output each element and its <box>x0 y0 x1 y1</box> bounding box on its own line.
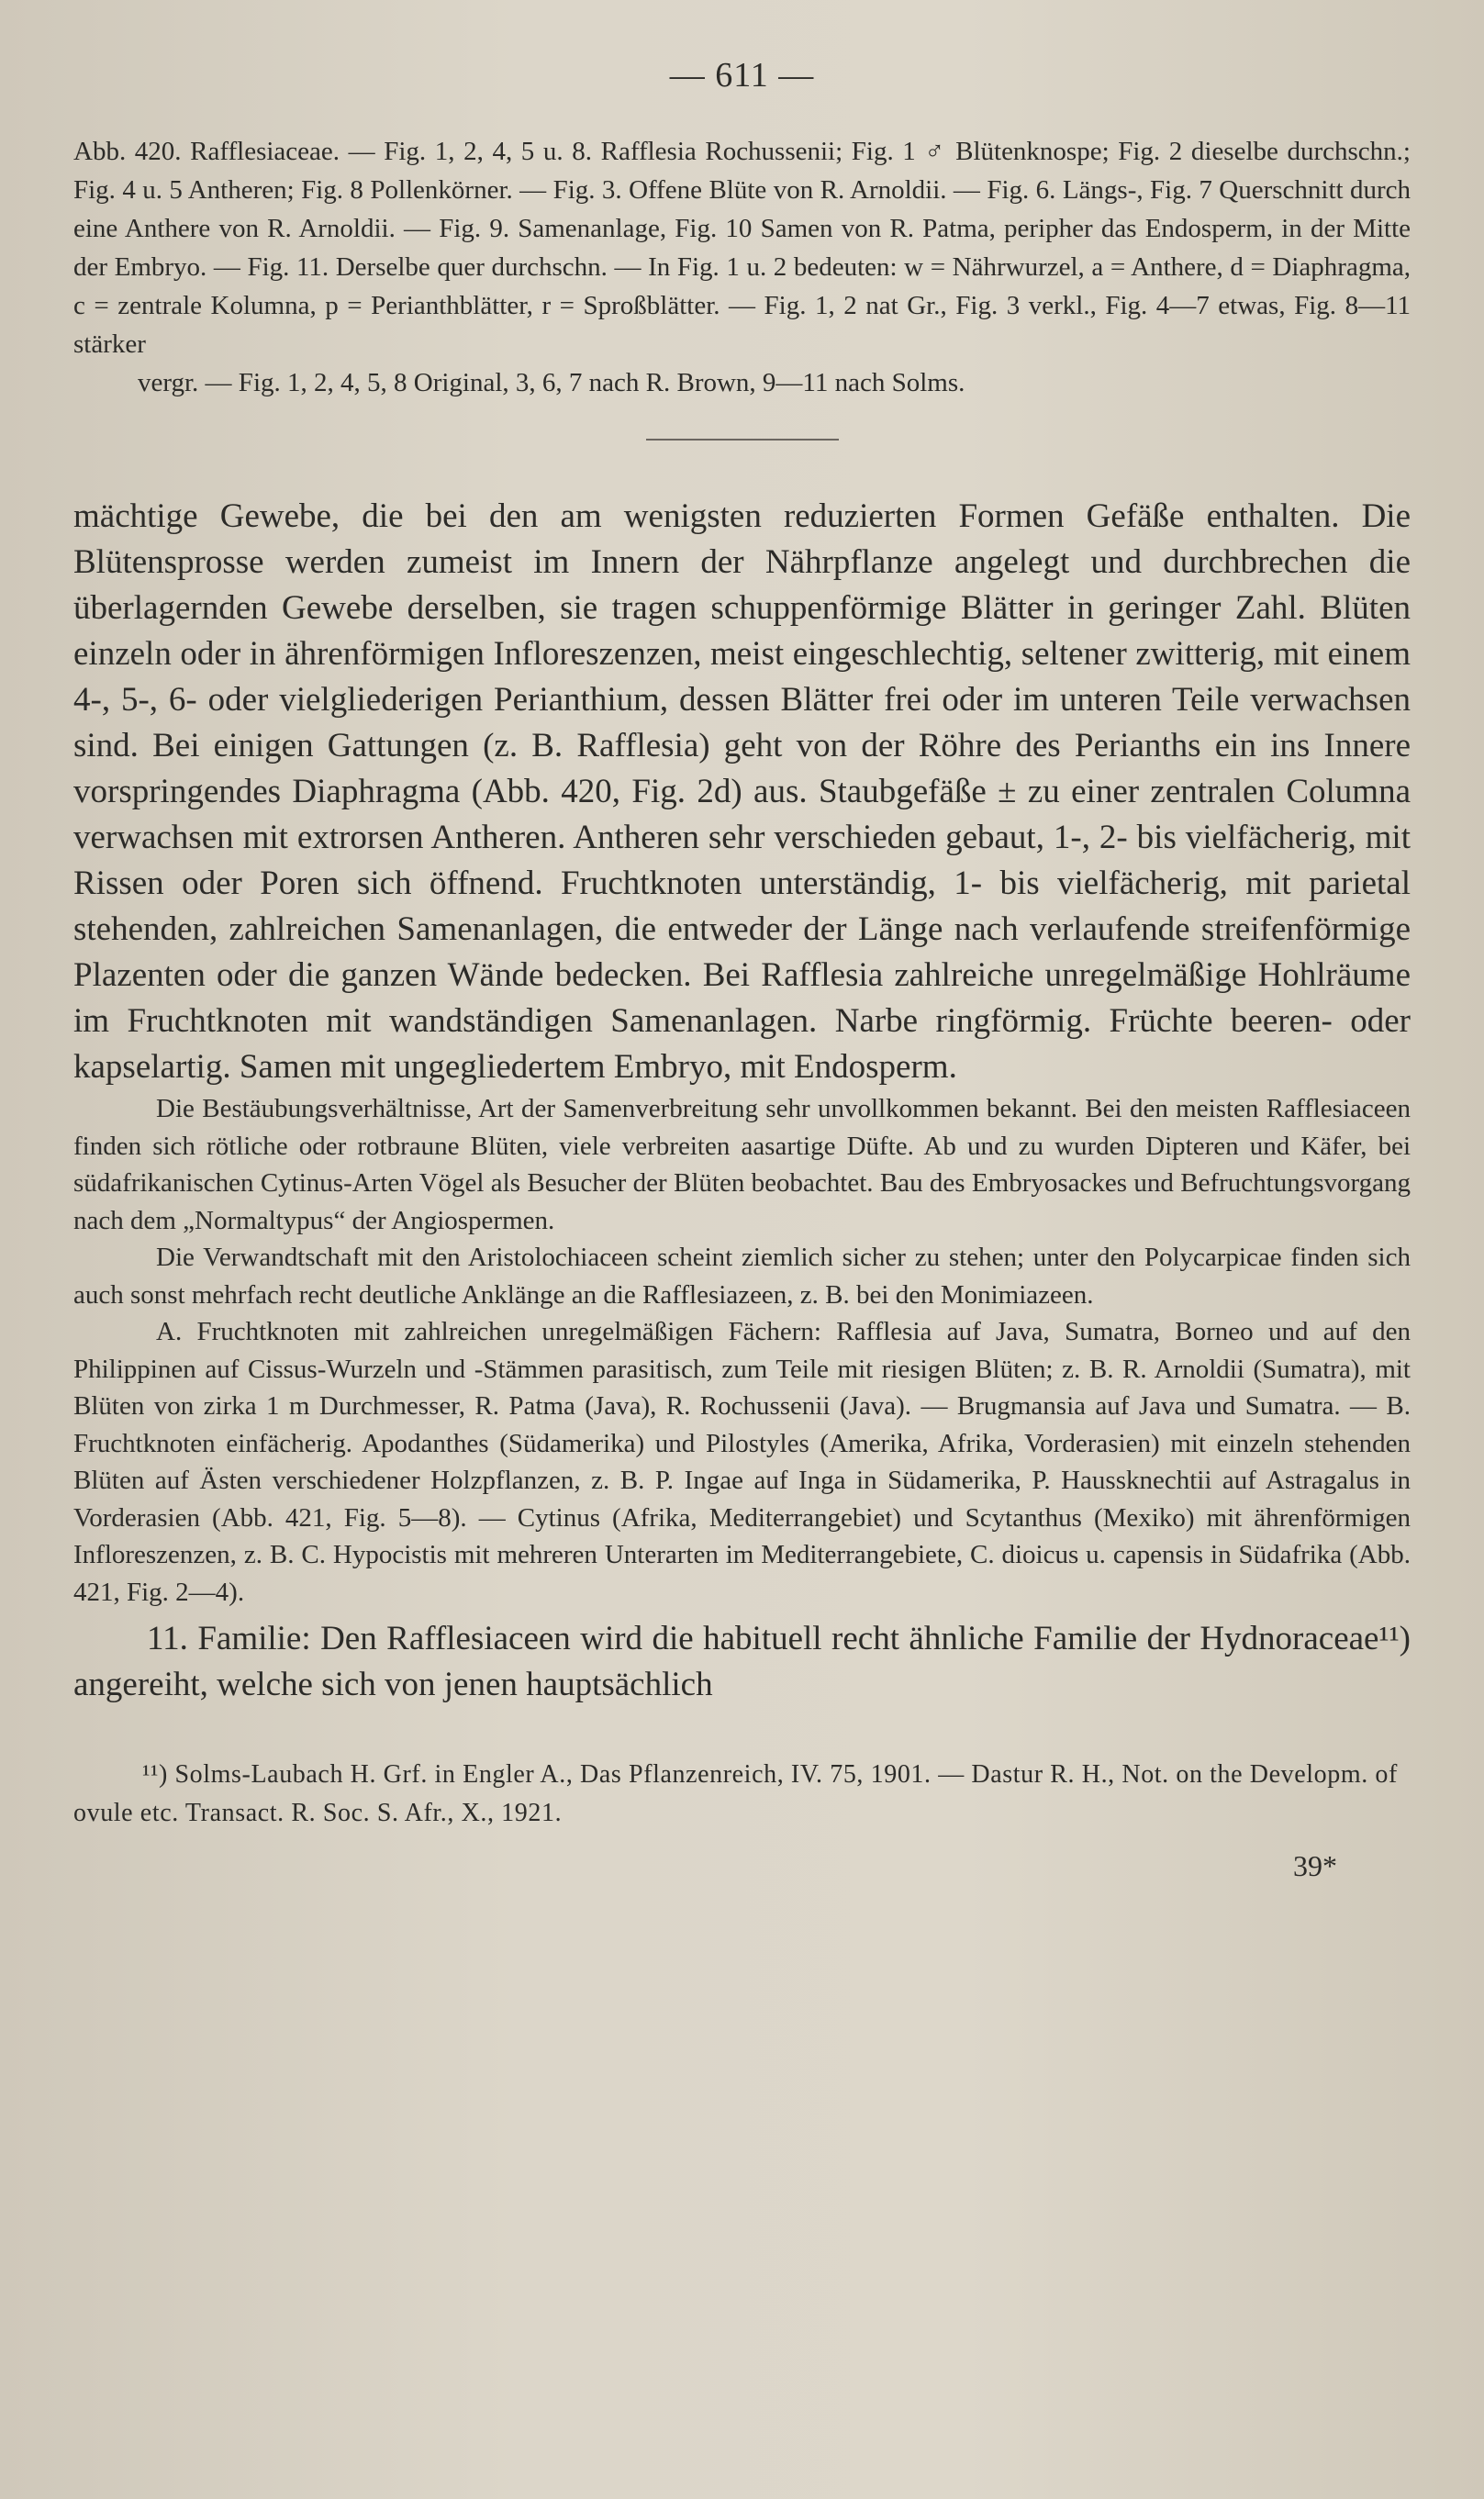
body-paragraph: mächtige Gewebe, die bei den am wenigsten reduzierten Formen Gefäße enthalten. Die Blütensprosse werden zumeist im Innern der Nährpflanze angelegt und durchbrechen die überlagernden Gewebe derselben, sie tragen schuppenförmige Blätter in geringer Zahl. Blüten einzeln oder in ährenförmigen Infloreszenzen, meist eingeschlechtig, seltener zwitterig, mit einem 4-, 5-, 6- oder vielgliederigen Perianthium, dessen Blätter frei oder im unteren Teile verwachsen sind. Bei einigen Gattungen (z. B. Rafflesia) geht von der Röhre des Perianths ein ins Innere vorspringendes Diaphragma (Abb. 420, Fig. 2d) aus. Staubgefäße ± zu einer zentralen Columna verwachsen mit extrorsen Antheren. Antheren sehr verschieden gebaut, 1-, 2- bis vielfächerig, mit Rissen oder Poren sich öffnend. Fruchtknoten unterständig, 1- bis vielfächerig, mit parietal stehenden, zahlreichen Samenanlagen, die entweder der Länge nach verlaufende streifenförmige Plazenten oder die ganzen Wände bedecken. Bei Rafflesia zahlreiche unregelmäßige Hohlräume im Fruchtknoten mit wandständigen Samenanlagen. Narbe ringförmig. Früchte beeren- oder kapselartig. Samen mit ungegliedertem Embryo, mit Endosperm. <box>73 497 1411 1086</box>
caption-last-line-text: vergr. — Fig. 1, 2, 4, 5, 8 Original, 3, 6, 7 nach R. Brown, 9—11 nach Solms. <box>138 368 965 397</box>
footnote <box>73 1756 1411 1833</box>
small-paragraph-genera: A. Fruchtknoten mit zahlreichen unregelmäßigen Fächern: Rafflesia auf Java, Sumatra, Borneo und auf den Philippinen auf Cissus-Wurzeln und -Stämmen parasitisch, zum Teile mit riesigen Blüten; z. B. R. Arnoldii (Sumatra), mit Blüten von zirka 1 m Durchmesser, R. Patma (Java), R. Rochussenii (Java). — Brugmansia auf Java und Sumatra. — B. Fruchtknoten einfächerig. Apodanthes (Südamerika) und Pilostyles (Amerika, Afrika, Vorderasien) mit einzeln stehenden Blüten auf Ästen verschiedener Holzpflanzen, z. B. P. Ingae auf Inga in Südamerika, P. Haussknechtii auf Astragalus in Vorderasien (Abb. 421, Fig. 5—8). — Cytinus (Afrika, Mediterrangebiet) und Scytanthus (Mexiko) mit ährenförmigen Infloreszenzen, z. B. C. Hypocistis mit mehreren Unterarten im Mediterrangebiete, C. dioicus u. capensis in Südafrika (Abb. 421, Fig. 2—4). <box>73 1317 1411 1607</box>
figure-caption <box>73 132 1411 402</box>
footnote-text: ¹¹) Solms-Laubach H. Grf. in Engler A., Das Pflanzenreich, IV. 75, 1901. — Dastur R. H., Not. on the Developm. of ovule etc. Transact. R. Soc. S. Afr., X., 1921. <box>73 1760 1398 1827</box>
page-number: — 611 — <box>669 56 815 95</box>
small-paragraph-relationship: Die Verwandtschaft mit den Aristolochiaceen scheint ziemlich sicher zu stehen; unter den Polycarpicae finden sich auch sonst mehrfach recht deutliche Anklänge an die Rafflesiazeen, z. B. bei den Monimiazeen. <box>73 1243 1411 1310</box>
section-divider <box>646 439 839 441</box>
small-paragraph-pollination: Die Bestäubungsverhältnisse, Art der Samenverbreitung sehr unvollkommen bekannt. Bei den meisten Rafflesiaceen finden sich rötliche oder rotbraune Blüten, viele verbreiten aasartige Düfte. Ab und zu wurden Dipteren und Käfer, bei südafrikanischen Cytinus-Arten Vögel als Besucher der Blüten beobachtet. Bau des Embryosackes und Befruchtungsvorgang nach dem „Normaltypus“ der Angiospermen. <box>73 1094 1411 1235</box>
main-body <box>73 494 1411 1090</box>
printer-signature: 39* <box>1293 1849 1337 1882</box>
family-paragraph: 11. Familie: Den Rafflesiaceen wird die habituell recht ähnliche Familie der Hydnoraceae¹¹) angereiht, welche sich von jenen hauptsächlich <box>73 1620 1411 1703</box>
caption-text: Abb. 420. Rafflesiaceae. — Fig. 1, 2, 4, 5 u. 8. Rafflesia Rochussenii; Fig. 1 ♂ Blütenknospe; Fig. 2 dieselbe durchschn.; Fig. 4 u. 5 Antheren; Fig. 8 Pollenkörner. — Fig. 3. Offene Blüte von R. Arnoldii. — Fig. 6. Längs-, Fig. 7 Querschnitt durch eine Anthere von R. Arnoldii. — Fig. 9. Samenanlage, Fig. 10 Samen von R. Patma, peripher das Endosperm, in der Mitte der Embryo. — Fig. 11. Derselbe quer durchschn. — In Fig. 1 u. 2 bedeuten: w = Nährwurzel, a = Anthere, d = Diaphragma, c = zentrale Kolumna, p = Perianthblätter, r = Sproßblätter. — Fig. 1, 2 nat Gr., Fig. 3 verkl., Fig. 4—7 etwas, Fig. 8—11 stärker <box>73 137 1411 359</box>
caption-last-line <box>73 363 1411 402</box>
small-print-section <box>73 1090 1411 1611</box>
family-section <box>73 1616 1411 1708</box>
